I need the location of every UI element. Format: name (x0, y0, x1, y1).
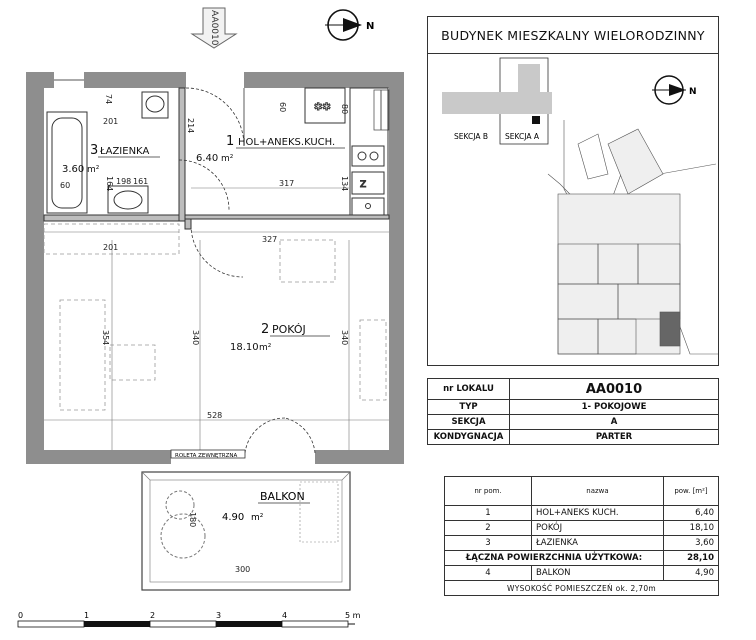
room-3-name: ŁAZIENKA (100, 146, 150, 157)
walls (26, 72, 404, 464)
row-name: POKÓJ (532, 521, 664, 536)
row-name: BALKON (532, 566, 664, 581)
balcony-area: 4.90 (222, 512, 245, 523)
height-note-row (445, 581, 719, 596)
height-note: WYSOKOŚĆ POMIESZCZEŃ ok. 2,70m (445, 581, 719, 596)
info-value: AA0010 (510, 379, 719, 400)
total-value: 28,10 (664, 551, 719, 566)
dim-label: 340 (340, 330, 349, 346)
room-2-area: 18.10 (230, 342, 259, 353)
site-north-label: N (689, 87, 697, 97)
section-b-label: SEKCJA B (454, 132, 488, 141)
svg-text:Z: Z (360, 180, 367, 190)
row-name: ŁAZIENKA (532, 536, 664, 551)
dim-label: 327 (262, 235, 278, 244)
dim-label: 214 (186, 118, 195, 134)
info-row (428, 400, 719, 415)
room-1-unit: m² (221, 154, 234, 164)
balcony-unit: m² (251, 513, 264, 523)
dim-label: 60 (60, 181, 71, 190)
room-3-unit: m² (87, 165, 100, 175)
scale-bar (18, 611, 361, 627)
scale-tick: 4 (282, 611, 288, 620)
room-2-number: 2 (261, 322, 270, 337)
info-value: A (510, 415, 719, 430)
balcony-name: BALKON (260, 490, 305, 503)
info-value: PARTER (510, 430, 719, 445)
site-plan (548, 120, 718, 354)
table-row (445, 536, 719, 551)
row-area: 3,60 (664, 536, 719, 551)
info-label: KONDYGNACJA (428, 430, 510, 445)
area-table (444, 476, 719, 596)
dim-label: 354 (101, 330, 110, 346)
room-3-area: 3.60 (62, 164, 85, 175)
table-row (445, 506, 719, 521)
north-label: N (366, 21, 375, 32)
scale-tick: 1 (84, 611, 90, 620)
dim-label: 161 (133, 177, 149, 186)
row-area: 18,10 (664, 521, 719, 536)
area-table-header (445, 477, 719, 506)
info-label: nr LOKALU (428, 379, 510, 400)
svg-text:✱✱: ✱✱ (314, 102, 331, 113)
info-row (428, 379, 719, 400)
dim-label: 198 (116, 177, 132, 186)
row-num: 1 (445, 506, 532, 521)
row-area: 4,90 (664, 566, 719, 581)
site-north-arrow-icon (652, 76, 686, 104)
header-num: nr pom. (445, 477, 532, 506)
dim-label: 528 (207, 411, 223, 420)
row-num: 2 (445, 521, 532, 536)
info-row (428, 415, 719, 430)
header-area: pow. [m²] (664, 477, 719, 506)
roleta-label: ROLETA ZEWNĘTRZNA (175, 453, 238, 459)
header-name: nazwa (532, 477, 664, 506)
row-num: 4 (445, 566, 532, 581)
dim-label: 340 (191, 330, 200, 346)
info-row (428, 430, 719, 445)
dim-label: 300 (235, 565, 251, 574)
room-2-name: POKÓJ (272, 323, 306, 336)
north-arrow-icon (325, 10, 362, 40)
building-title: BUDYNEK MIESZKALNY WIELORODZINNY (427, 16, 719, 54)
row-area: 6,40 (664, 506, 719, 521)
room-furniture (44, 224, 386, 410)
room-3-number: 3 (90, 143, 99, 158)
scale-tick: 2 (150, 611, 156, 620)
total-label: ŁĄCZNA POWIERZCHNIA UŻYTKOWA: (445, 551, 664, 566)
table-row (445, 521, 719, 536)
site-map (427, 54, 719, 366)
bathtub (47, 112, 87, 213)
dim-label: 74 (104, 94, 113, 105)
room-1-area: 6.40 (196, 153, 219, 164)
section-a-label: SEKCJA A (505, 132, 539, 141)
info-label: SEKCJA (428, 415, 510, 430)
dim-label: 60 (278, 102, 287, 113)
dim-label: 164 (105, 176, 114, 192)
room-1-number: 1 (226, 134, 235, 149)
room-1-name: HOL+ANEKS.KUCH. (238, 137, 336, 148)
dim-label: 317 (279, 179, 295, 188)
entrance-code: AA0010 (209, 10, 219, 46)
dim-label: 180 (188, 512, 197, 528)
scale-tick: 3 (216, 611, 222, 620)
room-2-unit: m² (259, 343, 272, 353)
balcony-row (445, 566, 719, 581)
row-num: 3 (445, 536, 532, 551)
dim-label: 201 (103, 243, 119, 252)
dim-label: 80 (340, 104, 349, 115)
scale-tick: 5 m (345, 611, 361, 620)
info-label: TYP (428, 400, 510, 415)
toilet (142, 92, 168, 118)
scale-tick: 0 (18, 611, 24, 620)
info-value: 1- POKOJOWE (510, 400, 719, 415)
dim-label: 134 (340, 176, 349, 192)
row-name: HOL+ANEKS KUCH. (532, 506, 664, 521)
dim-label: 201 (103, 117, 119, 126)
total-row (445, 551, 719, 566)
site-map-drawing (428, 54, 718, 364)
unit-info-table (427, 378, 719, 445)
